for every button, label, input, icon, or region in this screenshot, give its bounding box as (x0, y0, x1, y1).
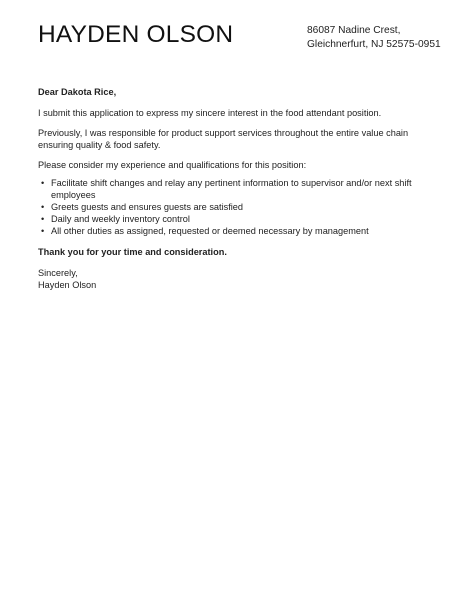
thanks-line: Thank you for your time and consideration. (38, 247, 227, 257)
paragraph-experience: Previously, I was responsible for product support services throughout the entire value chain ensuring quality & food safety. (38, 128, 409, 150)
applicant-name-heading: HAYDEN OLSON (38, 21, 234, 48)
bullet-icon: • (41, 226, 45, 236)
address-line-1: 86087 Nadine Crest, (307, 25, 401, 36)
paragraph-qualifications: Please consider my experience and qualifications for this position: (38, 160, 307, 170)
bullet-icon: • (41, 202, 45, 212)
salutation: Dear Dakota Rice, (38, 87, 117, 97)
closing-block (38, 267, 438, 291)
signature-name: Hayden Olson (38, 280, 97, 290)
list-item (38, 225, 438, 237)
list-item-text: Facilitate shift changes and relay any pertinent information to supervisor and/or next shift employees (51, 178, 412, 200)
list-item-text: Daily and weekly inventory control (51, 214, 190, 224)
bullet-icon: • (41, 178, 45, 188)
list-item (38, 201, 438, 213)
duties-list (38, 177, 438, 237)
bullet-icon: • (41, 214, 45, 224)
address-line-2: Gleichnerfurt, NJ 52575-0951 (307, 39, 441, 50)
list-item-text: All other duties as assigned, requested or deemed necessary by management (51, 226, 369, 236)
applicant-address (307, 24, 441, 52)
list-item-text: Greets guests and ensures guests are satisfied (51, 202, 244, 212)
letter-body (38, 86, 438, 291)
list-item (38, 177, 438, 201)
list-item (38, 213, 438, 225)
paragraph-intro: I submit this application to express my sincere interest in the food attendant position. (38, 108, 382, 118)
closing-word: Sincerely, (38, 268, 78, 278)
